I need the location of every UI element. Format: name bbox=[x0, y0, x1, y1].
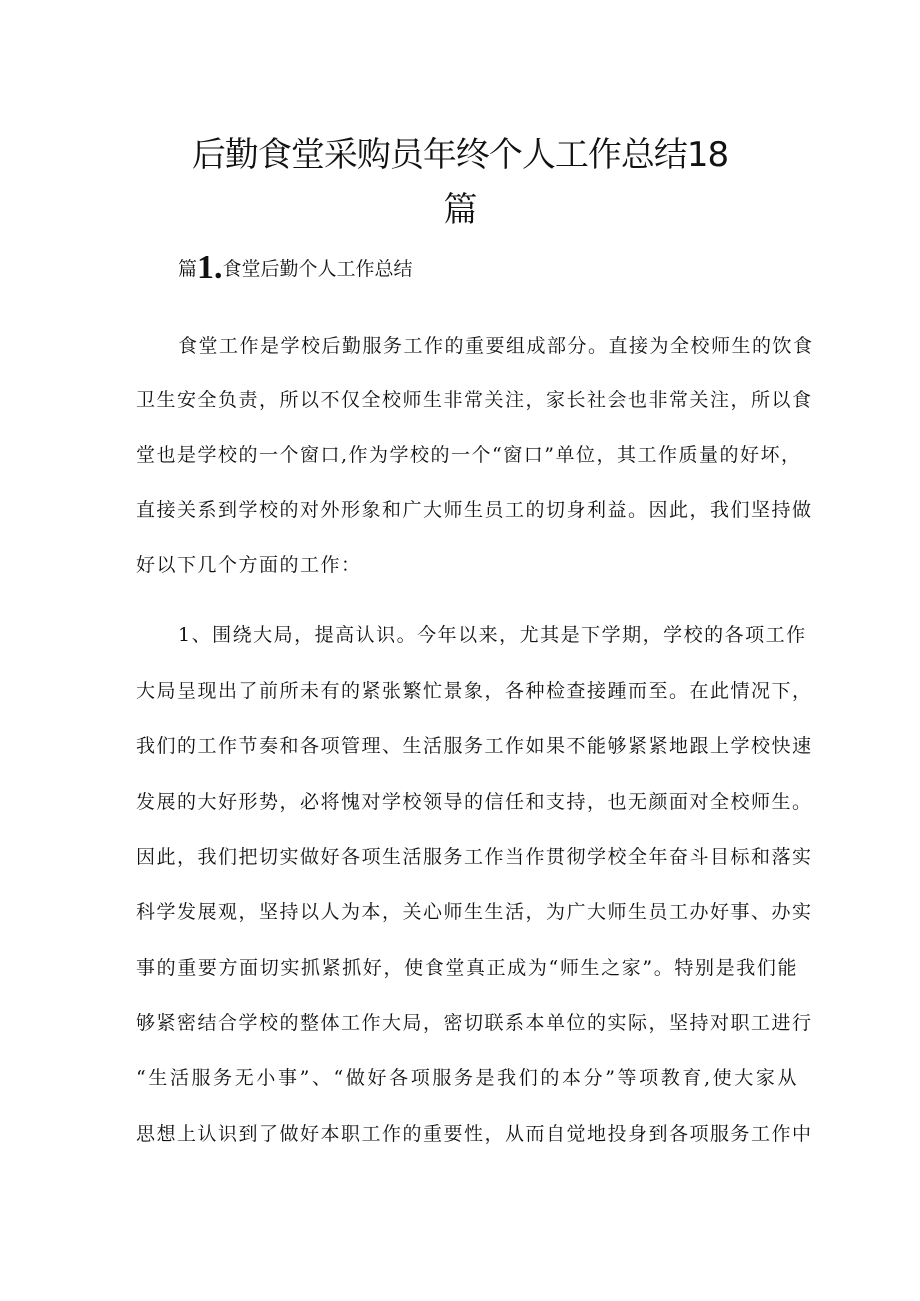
paragraph-2-line: “生活服务无小事”、“做好各项服务是我们的本分”等项教育,使大家从 bbox=[136, 1067, 798, 1089]
paragraph-2-line: 够紧密结合学校的整体工作大局，密切联系本单位的实际，坚持对职工进行 bbox=[136, 1012, 813, 1034]
section-heading bbox=[178, 249, 413, 286]
paragraph-2-line: 1、围绕大局，提高认识。今年以来，尤其是下学期，学校的各项工作 bbox=[178, 624, 807, 646]
paragraph-2-line: 大局呈现出了前所未有的紧张繁忙景象，各种检查接踵而至。在此情况下， bbox=[136, 680, 813, 702]
section-title: 食堂后勤个人工作总结 bbox=[222, 258, 413, 280]
paragraph-2-line: 事的重要方面切实抓紧抓好，使食堂真正成为“师生之家”。特别是我们能 bbox=[136, 957, 798, 979]
paragraph-1-line: 卫生安全负责，所以不仅全校师生非常关注，家长社会也非常关注，所以食 bbox=[136, 389, 813, 411]
section-prefix: 篇 bbox=[178, 258, 198, 280]
paragraph-2-line: 科学发展观，坚持以人为本，关心师生生活，为广大师生员工办好事、办实 bbox=[136, 901, 813, 923]
paragraph-2-line: 思想上认识到了做好本职工作的重要性，从而自觉地投身到各项服务工作中 bbox=[136, 1123, 813, 1145]
paragraph-1-line: 食堂工作是学校后勤服务工作的重要组成部分。直接为全校师生的饮食 bbox=[178, 335, 814, 357]
section-number: 1. bbox=[197, 249, 223, 286]
document-title-line-2: 篇 bbox=[443, 190, 477, 230]
paragraph-2-line: 发展的大好形势，必将愧对学校领导的信任和支持，也无颜面对全校师生。 bbox=[136, 791, 813, 813]
paragraph-2-line: 因此，我们把切实做好各项生活服务工作当作贯彻学校全年奋斗目标和落实 bbox=[136, 846, 813, 868]
paragraph-1-line: 直接关系到学校的对外形象和广大师生员工的切身利益。因此，我们坚持做 bbox=[136, 499, 813, 521]
paragraph-1-line: 好以下几个方面的工作： bbox=[136, 554, 362, 576]
paragraph-1-line: 堂也是学校的一个窗口,作为学校的一个“窗口”单位，其工作质量的好坏， bbox=[136, 444, 802, 466]
paragraph-2-line: 我们的工作节奏和各项管理、生活服务工作如果不能够紧紧地跟上学校快速 bbox=[136, 735, 813, 757]
document-title-line-1: 后勤食堂采购员年终个人工作总结18 bbox=[191, 135, 729, 175]
